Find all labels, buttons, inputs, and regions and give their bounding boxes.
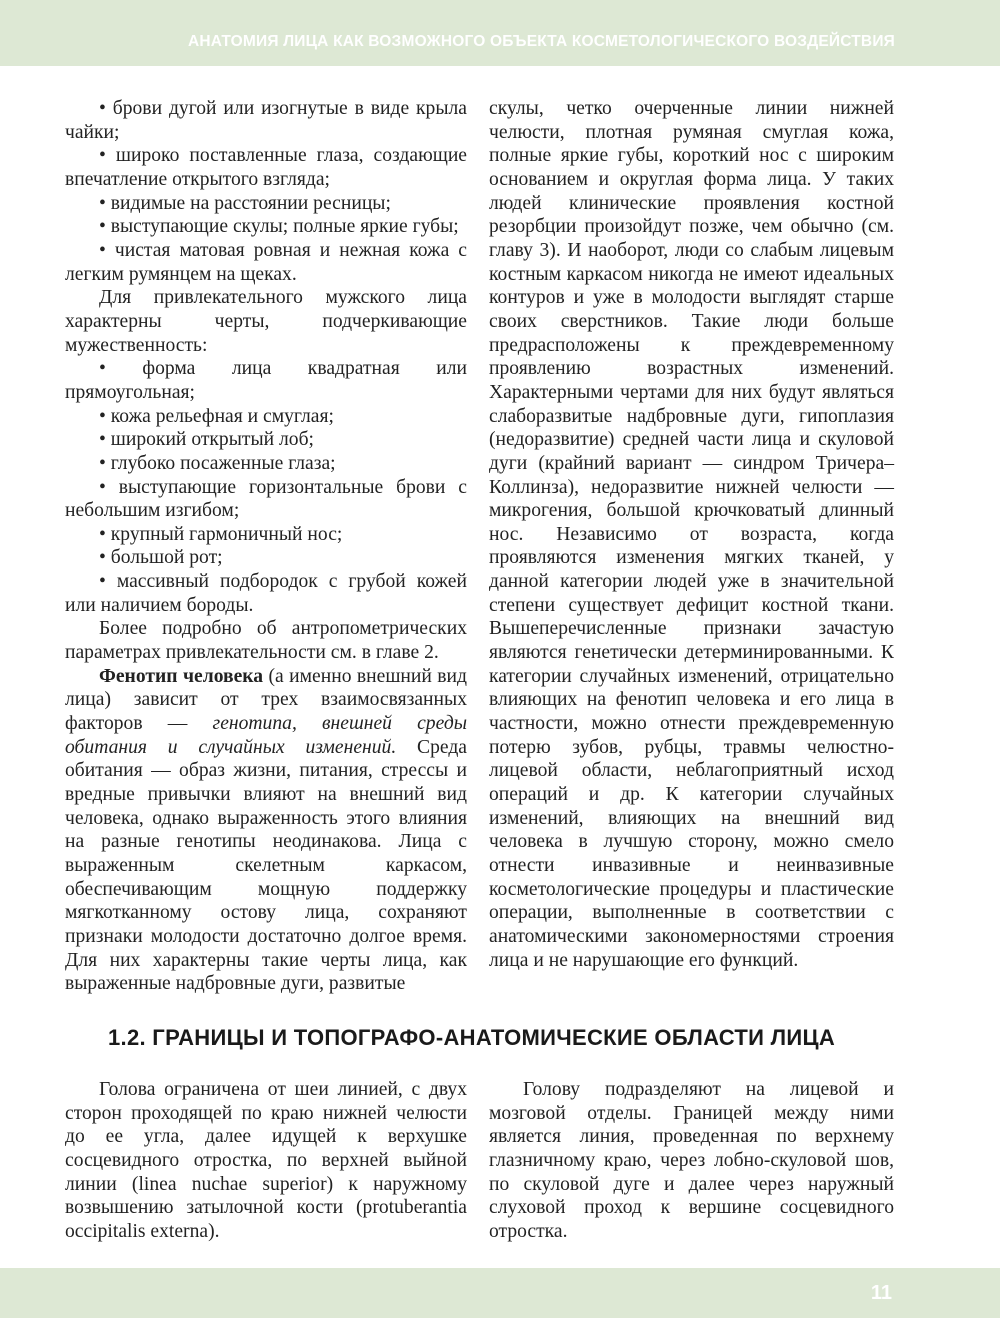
head-division-paragraph: Голову подразделяют на лицевой и мозговой отделы. Границей между ними является линия, проведенная по верхнему глазничному краю, через лобно-скуловой шов, по скуловой дуге и далее через наружный слуховой проход к вершине сосцевидного отростка.: [489, 1079, 894, 1242]
left-column: [65, 97, 467, 996]
male-feature-bullet: • массивный подбородок с грубой кожей или наличием бороды.: [65, 571, 467, 616]
male-feature-bullet: • широкий открытый лоб;: [99, 429, 314, 451]
female-feature-bullet: • брови дугой или изогнутые в виде крыла чайки;: [65, 98, 467, 143]
phenotype-text-b: Среда обитания — образ жизни, питания, стрессы и вредные привычки влияют на внешний вид человека, однако выраженность этого влияния на разные генотипы неодинакова. Лица с выраженным скелетным каркасом, обеспечивающим мощную поддержку мягкотканному остову лица, сохраняют признаки молодости достаточно долгое время. Для них характерны такие черты лица, как выраженные надбровные дуги, развитые: [65, 736, 467, 995]
page-number: 11: [870, 1282, 892, 1304]
section-right-column: [489, 1078, 894, 1244]
male-feature-bullet: • форма лица квадратная или прямоугольная;: [65, 358, 467, 403]
phenotype-text-a: (а именно внешний вид лица) зависит от трех взаимосвязанных факторов —: [65, 665, 467, 735]
right-column: [489, 97, 894, 972]
section-left-column: [65, 1078, 467, 1244]
female-feature-bullet: • чистая матовая ровная и нежная кожа с легким румянцем на щеках.: [65, 239, 467, 285]
phenotype-term: Фенотип человека: [99, 665, 264, 687]
male-feature-bullet: • большой рот;: [99, 547, 223, 569]
male-feature-bullet: • выступающие горизонтальные брови с небольшим изгибом;: [65, 476, 467, 522]
phenotype-factors: генотипа, внешней среды обитания и случайных изменений.: [65, 713, 467, 758]
running-header-title: АНАТОМИЯ ЛИЦА КАК ВОЗМОЖНОГО ОБЪЕКТА КОСМЕТОЛОГИЧЕСКОГО ВОЗДЕЙСТВИЯ: [187, 33, 895, 50]
continuation-paragraph: скулы, четко очерченные линии нижней челюсти, плотная румяная смуглая кожа, полные яркие губы, короткий нос с широким основанием и округлая форма лица. У таких людей клинические проявления костной резорбции произойдут позже, чем обычно (см. главу 3). И наоборот, люди со слабым лицевым костным каркасом никогда не имеют идеальных контуров и уже в молодости выглядят старше своих сверстников. Такие люди больше предрасположены к преждевременному проявлению возрастных изменений. Характерными чертами для них будут являться слаборазвитые надбровные дуги, гипоплазия (недоразвитие) средней части лица и скуловой дуги (крайний вариант — синдром Тричера–Коллинза), недоразвитие нижней челюсти — микрогения, большой крючковатый длинный нос. Независимо от возраста, когда проявляются изменения мягких тканей, у данной категории людей уже в значительной степени существует дефицит костной ткани. Вышеперечисленные признаки зачастую являются генетически детерминированными. К категории случайных изменений, отрицательно влияющих на фенотип человека и его лица в частности, можно отнести преждевременную потерю зубов, рубцы, травмы челюстно-лицевой области, неблагоприятный исход операций и др. К категории случайных изменений, влияющих на внешний вид человека в лучшую сторону, можно смело отнести инвазивные и неинвазивные косметологические процедуры и пластические операции, выполненные в соответствии с анатомическими закономерностями строения лица и не нарушающие его функций.: [489, 98, 894, 971]
female-feature-bullet: • широко поставленные глаза, создающие впечатление открытого взгляда;: [65, 145, 467, 190]
more-info-paragraph: Более подробно об антропометрических параметрах привлекательности см. в главе 2.: [65, 618, 467, 664]
section-heading: 1.2. ГРАНИЦЫ И ТОПОГРАФО-АНАТОМИЧЕСКИЕ ОБЛАСТИ ЛИЦА: [108, 1025, 836, 1050]
phenotype-paragraph: [65, 665, 467, 996]
male-feature-bullet: • глубоко посаженные глаза;: [99, 452, 336, 474]
male-feature-bullet: • крупный гармоничный нос;: [99, 523, 343, 545]
head-boundary-paragraph: Голова ограничена от шеи линией, с двух сторон проходящей по краю нижней челюсти до ее угла, далее идущей к верхушке сосцевидного отростка, по верхней выйной линии (linea nuchae superior) к наружному возвышению затылочной кости (protuberantia occipitalis externa).: [65, 1079, 467, 1242]
footer-band: [0, 1268, 1000, 1318]
male-features-intro: Для привлекательного мужского лица характерны черты, подчеркивающие мужественность:: [65, 287, 467, 356]
male-feature-bullet: • кожа рельефная и смуглая;: [99, 405, 334, 427]
female-feature-bullet: • видимые на расстоянии ресницы;: [99, 192, 391, 214]
female-feature-bullet: • выступающие скулы; полные яркие губы;: [99, 216, 459, 238]
